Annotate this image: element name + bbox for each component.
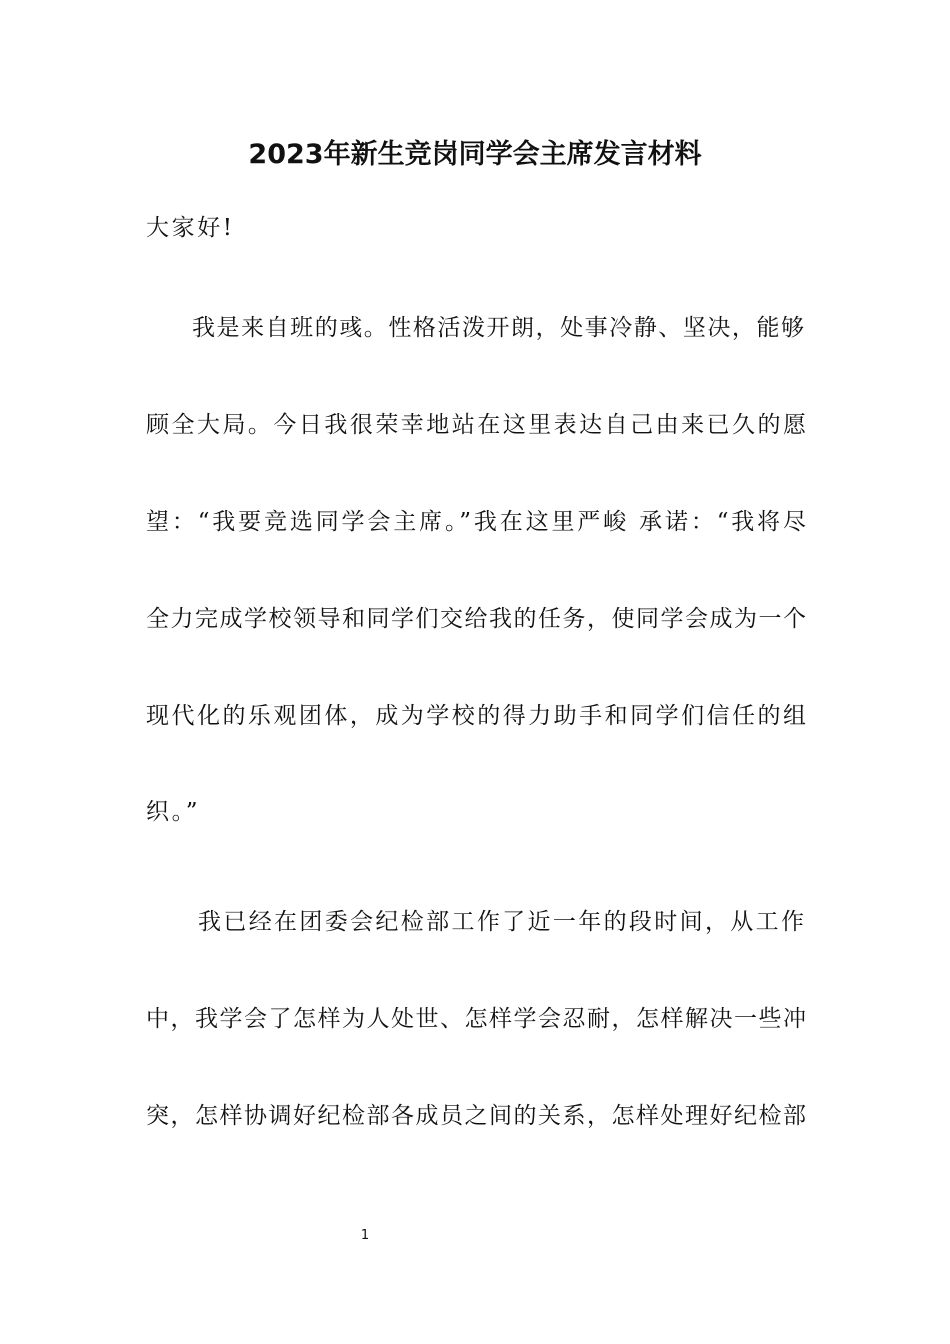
paragraph-line: 中，我学会了怎样为人处世、怎样学会忍耐，怎样解决一些冲 <box>146 1006 806 1032</box>
paragraph-line: 现代化的乐观团体，成为学校的得力助手和同学们信任的组 <box>146 703 806 729</box>
paragraph-line: 全力完成学校领导和同学们交给我的任务，使同学会成为一个 <box>146 606 806 632</box>
paragraph-line: 望：“我要竞选同学会主席。”我在这里严峻 承诺：“我将尽 <box>146 509 806 535</box>
paragraph-line: 我已经在团委会纪检部工作了近一年的段时间，从工作 <box>198 909 804 935</box>
page-number: 1 <box>360 1228 370 1243</box>
paragraph-line: 织。” <box>146 799 201 825</box>
document-title: 2023年新生竞岗同学会主席发言材料 <box>248 139 702 170</box>
paragraph-line: 顾全大局。今日我很荣幸地站在这里表达自己由来已久的愿 <box>146 412 806 438</box>
paragraph-line: 我是来自班的彧。性格活泼开朗，处事冷静、坚决，能够 <box>192 315 804 341</box>
greeting-line: 大家好! <box>146 215 235 241</box>
paragraph-line: 突，怎样协调好纪检部各成员之间的关系，怎样处理好纪检部 <box>146 1103 806 1129</box>
